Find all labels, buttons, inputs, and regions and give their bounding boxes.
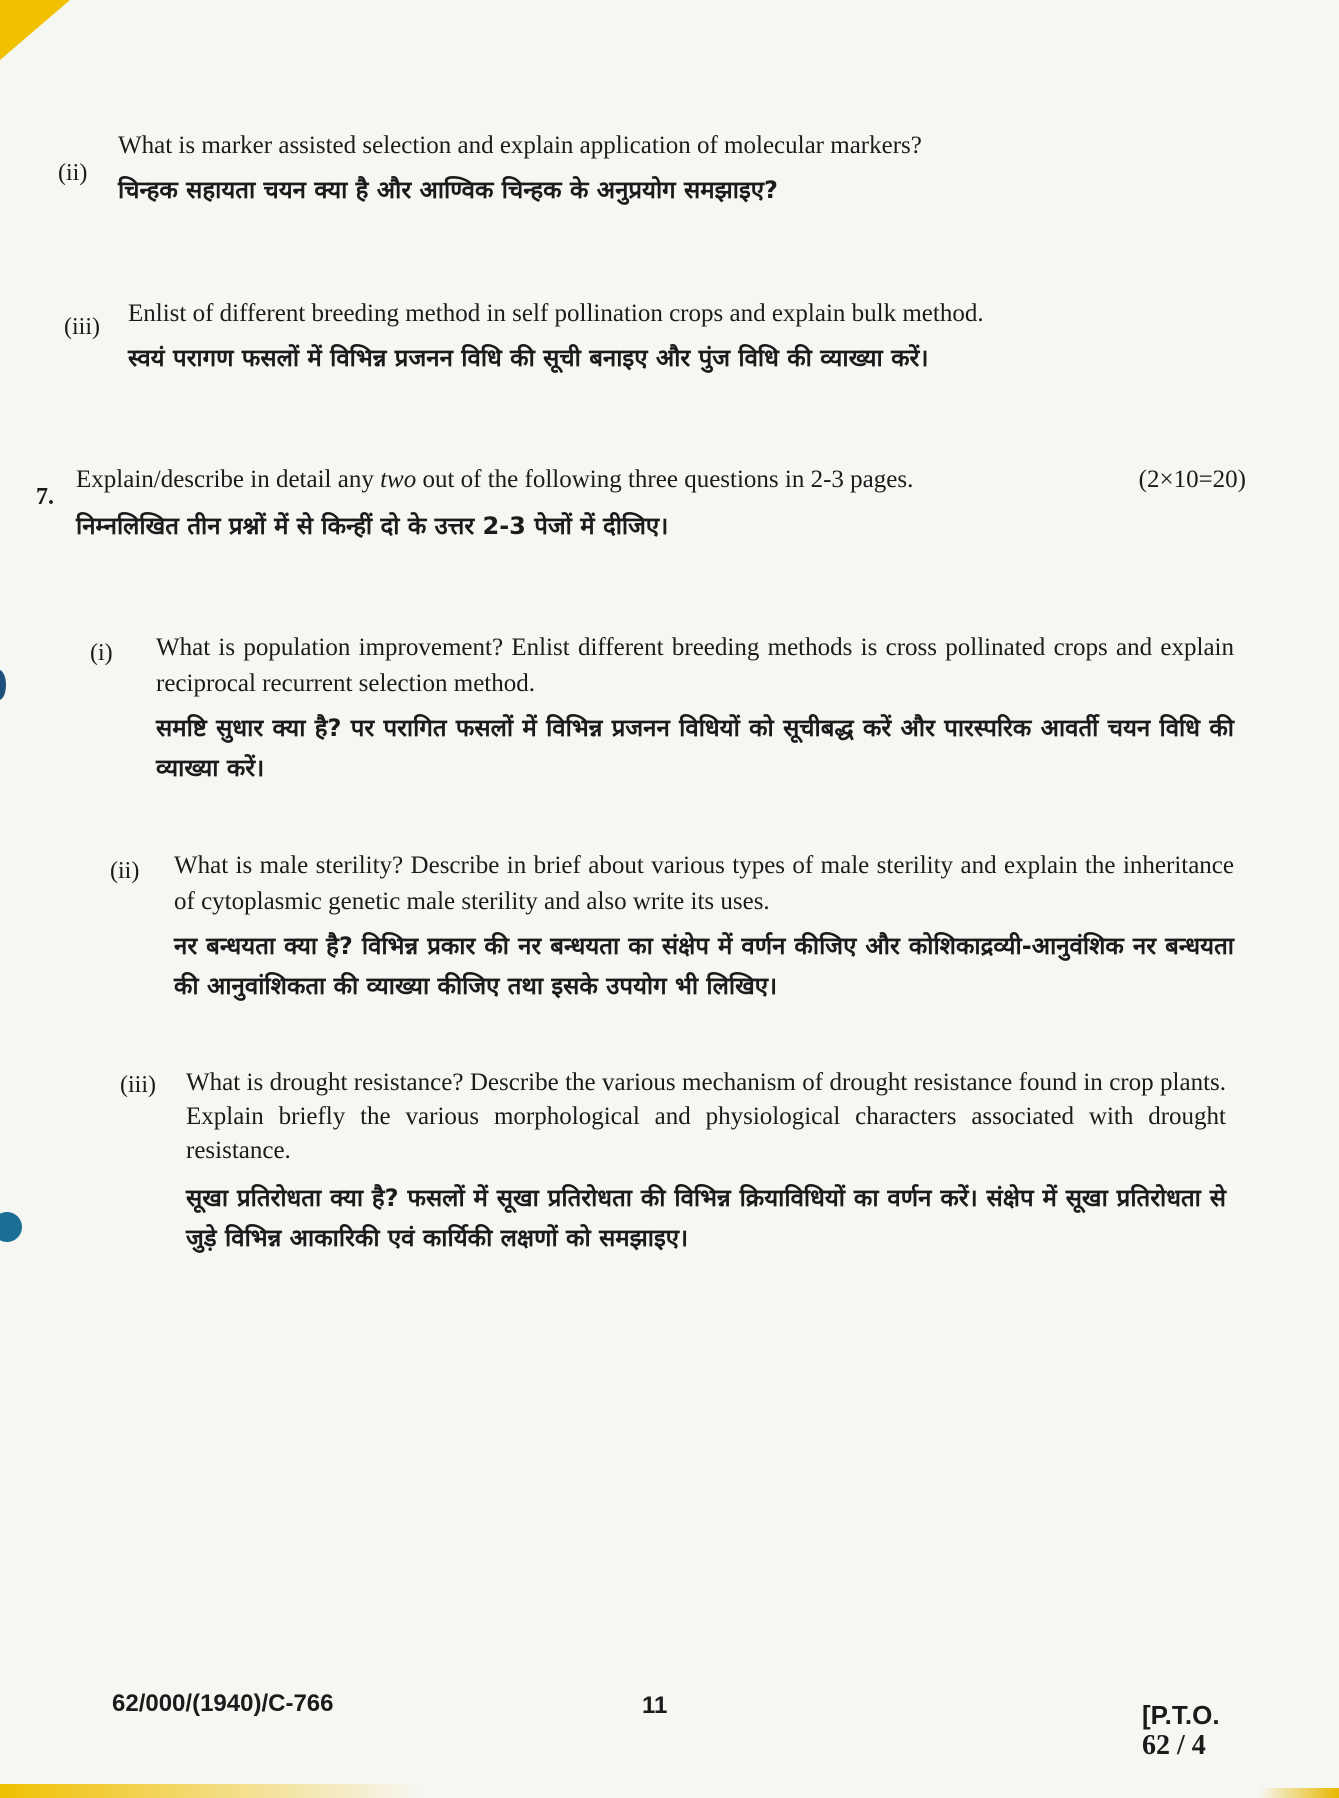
question-number: (ii): [110, 858, 140, 884]
tape-edge-bottom: [0, 1784, 420, 1798]
question-text-english: What is male sterility? Describe in brief about various types of male sterility and explain the inheritance of cytoplasmic genetic male sterility and also write its uses.: [174, 852, 1234, 915]
question-7-ii: [174, 848, 1234, 1006]
question-7-iii: [186, 1066, 1226, 1258]
question-text-hindi: नर बन्धयता क्या है? विभिन्न प्रकार की नर बन्धयता का संक्षेप में वर्णन कीजिए और कोशिकाद्रव्यी-आनुवंशिक नर बन्धयता की आनुवांशिकता की व्याख्या कीजिए तथा इसके उपयोग भी लिखिए।: [174, 932, 1234, 1000]
paper-code: 62/000/(1940)/C-766: [112, 1690, 334, 1717]
question-text-hindi: स्वयं परागण फसलों में विभिन्न प्रजनन विधि की सूची बनाइए और पुंज विधि की व्याख्या करें।: [128, 344, 929, 372]
tape-edge-bottom-right: [1259, 1788, 1339, 1798]
question-text-english: What is population improvement? Enlist different breeding methods is cross pollinated crops and explain reciprocal recurrent selection method.: [156, 634, 1234, 697]
question-text-english: Enlist of different breeding method in self pollination crops and explain bulk method.: [128, 300, 984, 327]
binder-hole: [0, 670, 6, 700]
binder-hole: [0, 1212, 22, 1242]
question-7-i: [156, 630, 1234, 788]
question-text-hindi: समष्टि सुधार क्या है? पर परागित फसलों में विभिन्न प्रजनन विधियों को सूचीबद्ध करें और पारस्परिक आवर्ती चयन विधि की व्याख्या करें।: [156, 714, 1234, 782]
question-text-english: What is drought resistance? Describe the various mechanism of drought resistance found in crop plants. Explain briefly the various morphological and physiological characters associated with drought resistance.: [186, 1069, 1226, 1164]
tape-corner-top: [0, 0, 70, 60]
sheet-count: 62 / 4: [1142, 1730, 1206, 1761]
question-6-iii: [128, 296, 1238, 378]
instruction-text-hindi: निम्नलिखित तीन प्रश्नों में से किन्हीं दो के उत्तर 2-3 पेजों में दीजिए।: [76, 512, 669, 540]
question-6-ii: [118, 128, 1178, 210]
question-text-english: What is marker assisted selection and explain application of molecular markers?: [118, 132, 922, 159]
question-number: (iii): [120, 1072, 156, 1098]
question-number: 7.: [36, 484, 54, 510]
question-number: (iii): [64, 314, 100, 340]
question-text-hindi: सूखा प्रतिरोधता क्या है? फसलों में सूखा प्रतिरोधता की विभिन्न क्रियाविधियों का वर्णन करें। संक्षेप में सूखा प्रतिरोधता से जुड़े विभिन्न आकारिकी एवं कार्यिकी लक्षणों को समझाइए।: [186, 1184, 1226, 1252]
marks-allocation: (2×10=20): [1138, 466, 1246, 493]
question-number: (ii): [58, 160, 88, 186]
question-text-hindi: चिन्हक सहायता चयन क्या है और आण्विक चिन्हक के अनुप्रयोग समझाइए?: [118, 176, 778, 204]
question-number: (i): [90, 640, 113, 666]
page-number: 11: [642, 1692, 668, 1719]
please-turn-over: [P.T.O.: [1142, 1700, 1220, 1730]
question-7-heading: [76, 462, 1246, 546]
instruction-text: Explain/describe in detail any two out of the following three questions in 2-3 pages.: [76, 466, 914, 493]
